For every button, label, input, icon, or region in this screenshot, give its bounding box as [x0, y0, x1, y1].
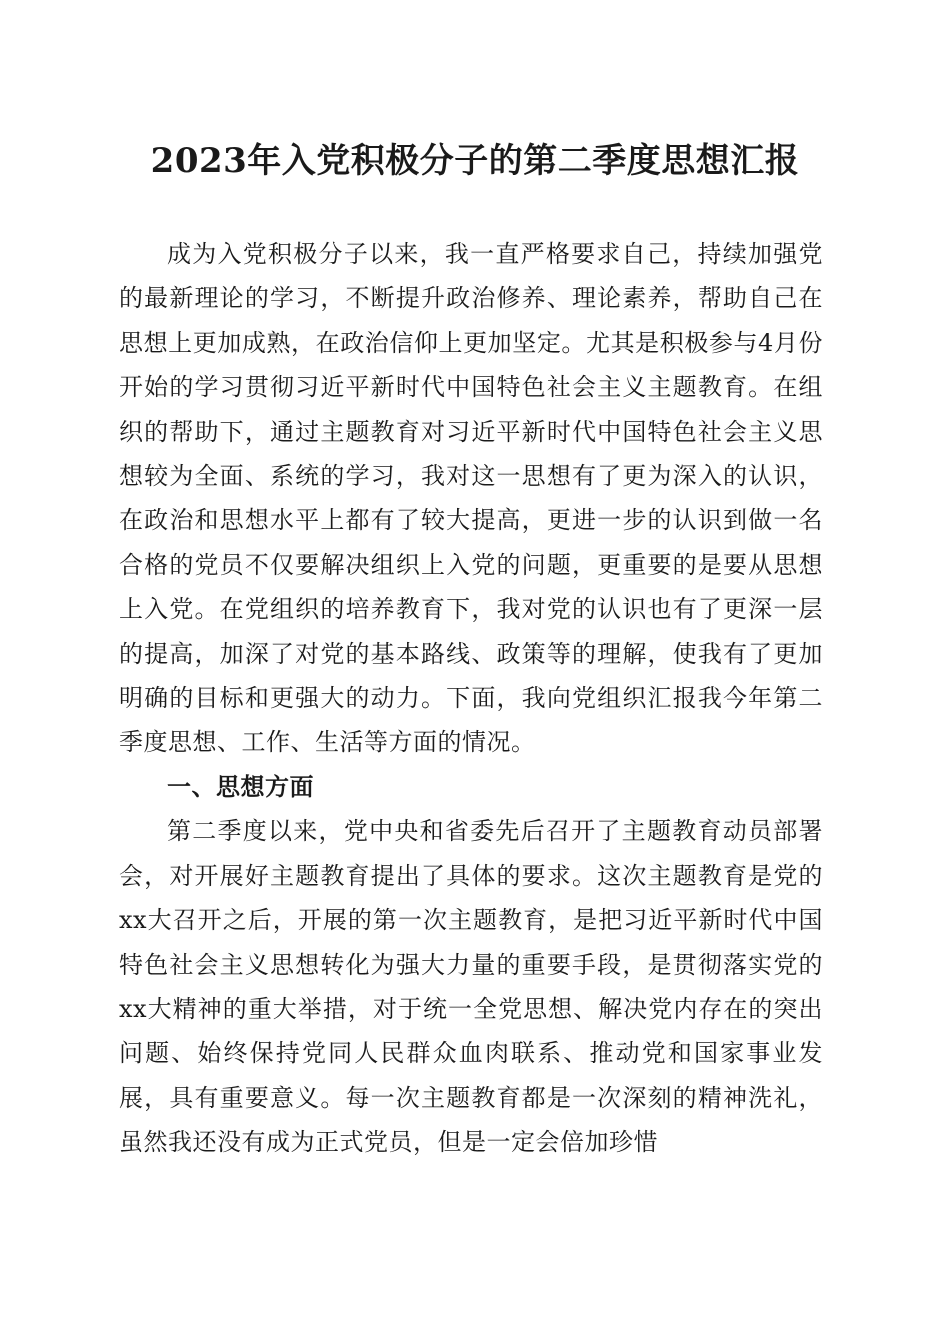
paragraph-intro: 成为入党积极分子以来，我一直严格要求自己，持续加强党的最新理论的学习，不断提升政治修养、理论素养，帮助自己在思想上更加成熟，在政治信仰上更加坚定。尤其是积极参与4月份开始的学习贯彻习近平新时代中国特色社会主义主题教育。在组织的帮助下，通过主题教育对习近平新时代中国特色社会主义思想较为全面、系统的学习，我对这一思想有了更为深入的认识，在政治和思想水平上都有了较大提高，更进一步的认识到做一名合格的党员不仅要解决组织上入党的问题，更重要的是要从思想上入党。在党组织的培养教育下，我对党的认识也有了更深一层的提高，加深了对党的基本路线、政策等的理解，使我有了更加明确的目标和更强大的动力。下面，我向党组织汇报我今年第二季度思想、工作、生活等方面的情况。: [119, 240, 823, 757]
document-title: 2023年入党积极分子的第二季度思想汇报: [150, 141, 800, 181]
paragraph-thought: 第二季度以来，党中央和省委先后召开了主题教育动员部署会，对开展好主题教育提出了具体的要求。这次主题教育是党的xx大召开之后，开展的第一次主题教育，是把习近平新时代中国特色社会主义思想转化为强大力量的重要手段，是贯彻落实党的xx大精神的重大举措，对于统一全党思想、解决党内存在的突出问题、始终保持党同人民群众血肉联系、推动党和国家事业发展，具有重要意义。每一次主题教育都是一次深刻的精神洗礼，虽然我还没有成为正式党员，但是一定会倍加珍惜: [119, 817, 823, 1157]
document-body: [119, 232, 823, 1165]
section-heading-thought: 一、思想方面: [167, 772, 314, 801]
